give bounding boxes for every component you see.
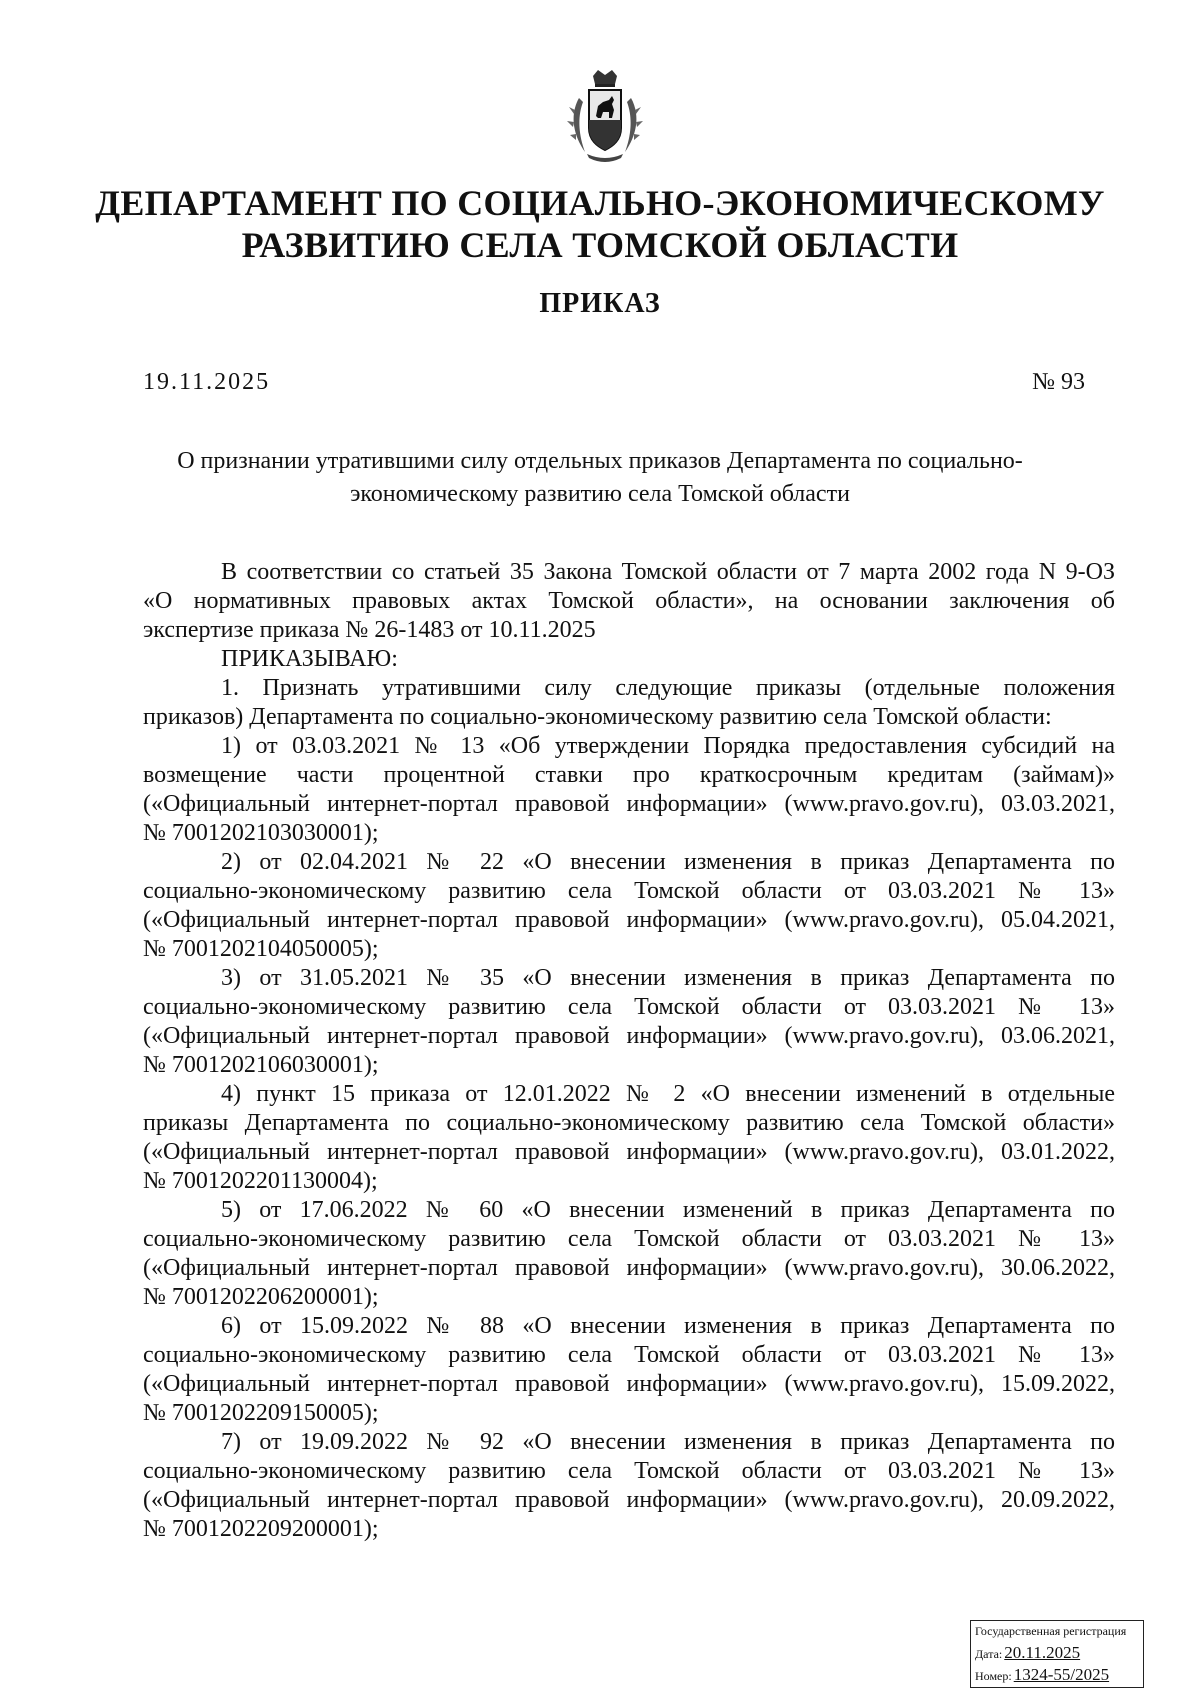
item-line: № 7001202104050005); [143,936,379,962]
list-item [143,848,1115,964]
item-line: приказы Департамента по социально-экономическому развитию села Томской области» [143,1110,1115,1136]
document-type-title: ПРИКАЗ [539,288,661,319]
item-line: 4) пункт 15 приказа от 12.01.2022 № 2 «О внесении изменений в отдельные [221,1081,1115,1107]
list-item [143,1428,1115,1544]
point-line: 1. Признать утратившими силу следующие приказы (отдельные положения [221,675,1115,701]
item-line: возмещение части процентной ставки про краткосрочным кредитам (займам)» [143,762,1115,788]
subject-line2: экономическому развитию села Томской области [350,481,850,507]
item-line: № 7001202209200001); [143,1516,379,1542]
preamble-line: В соответствии со статьей 35 Закона Томской области от 7 марта 2002 года N 9-ОЗ [221,559,1115,585]
item-line: 6) от 15.09.2022 № 88 «О внесении изменения в приказ Департамента по [221,1313,1115,1339]
stamp-number-value: 1324-55/2025 [1013,1665,1110,1684]
list-item [143,732,1115,848]
item-line: 2) от 02.04.2021 № 22 «О внесении изменения в приказ Департамента по [221,849,1115,875]
stamp-date-label: Дата: [975,1647,1003,1661]
stamp-number-row [975,1665,1109,1685]
point-line: приказов) Департамента по социально-экономическому развитию села Томской области: [143,704,1052,730]
item-line: № 7001202201130004); [143,1168,378,1194]
item-line: («Официальный интернет-портал правовой информации» (www.pravo.gov.ru), 03.01.2022, [143,1139,1115,1165]
item-line: 5) от 17.06.2022 № 60 «О внесении изменений в приказ Департамента по [221,1197,1115,1223]
item-line: («Официальный интернет-портал правовой информации» (www.pravo.gov.ru), 03.06.2021, [143,1023,1115,1049]
item-line: социально-экономическому развитию села Томской области от 03.03.2021 № 13» [143,1458,1115,1484]
list-item [143,964,1115,1080]
item-line: социально-экономическому развитию села Томской области от 03.03.2021 № 13» [143,878,1115,904]
department-name-line2: РАЗВИТИЮ СЕЛА ТОМСКОЙ ОБЛАСТИ [241,225,959,265]
document-number: № 93 [1032,369,1085,395]
item-line: («Официальный интернет-портал правовой информации» (www.pravo.gov.ru), 05.04.2021, [143,907,1115,933]
list-item [143,1080,1115,1196]
item-line: 7) от 19.09.2022 № 92 «О внесении изменения в приказ Департамента по [221,1429,1115,1455]
coat-of-arms-icon [565,70,645,166]
stamp-title: Государственная регистрация [975,1624,1127,1638]
item-line: социально-экономическому развитию села Томской области от 03.03.2021 № 13» [143,1226,1115,1252]
item-line: социально-экономическому развитию села Томской области от 03.03.2021 № 13» [143,994,1115,1020]
list-item [143,1312,1115,1428]
item-line: («Официальный интернет-портал правовой информации» (www.pravo.gov.ru), 20.09.2022, [143,1487,1115,1513]
department-name [0,182,1200,266]
item-line: № 7001202106030001); [143,1052,379,1078]
item-line: 3) от 31.05.2021 № 35 «О внесении изменения в приказ Департамента по [221,965,1115,991]
department-name-line1: ДЕПАРТАМЕНТ ПО СОЦИАЛЬНО-ЭКОНОМИЧЕСКОМУ [95,183,1105,223]
point-1-paragraph [143,674,1115,732]
registration-stamp [970,1620,1144,1688]
item-line: («Официальный интернет-портал правовой информации» (www.pravo.gov.ru), 15.09.2022, [143,1371,1115,1397]
order-directive-word: ПРИКАЗЫВАЮ: [221,646,398,672]
order-directive [143,645,1115,674]
item-line: № 7001202103030001); [143,820,379,846]
item-line: («Официальный интернет-портал правовой информации» (www.pravo.gov.ru), 03.03.2021, [143,791,1115,817]
item-line: № 7001202209150005); [143,1400,379,1426]
preamble-line: экспертизе приказа № 26-1483 от 10.11.2025 [143,617,596,643]
stamp-date-value: 20.11.2025 [1004,1643,1081,1662]
item-line: № 7001202206200001); [143,1284,379,1310]
stamp-date-row [975,1643,1080,1663]
item-line: социально-экономическому развитию села Томской области от 03.03.2021 № 13» [143,1342,1115,1368]
preamble-paragraph [143,558,1115,645]
subject-line1: О признании утратившими силу отдельных приказов Департамента по социально- [177,448,1023,474]
document-date: 19.11.2025 [143,369,271,395]
item-line: («Официальный интернет-портал правовой информации» (www.pravo.gov.ru), 30.06.2022, [143,1255,1115,1281]
preamble-line: «О нормативных правовых актах Томской области», на основании заключения об [143,588,1115,614]
document-body [143,558,1115,1544]
document-subject [120,445,1080,511]
stamp-number-label: Номер: [975,1669,1012,1683]
list-item [143,1196,1115,1312]
item-line: 1) от 03.03.2021 № 13 «Об утверждении Порядка предоставления субсидий на [221,733,1115,759]
